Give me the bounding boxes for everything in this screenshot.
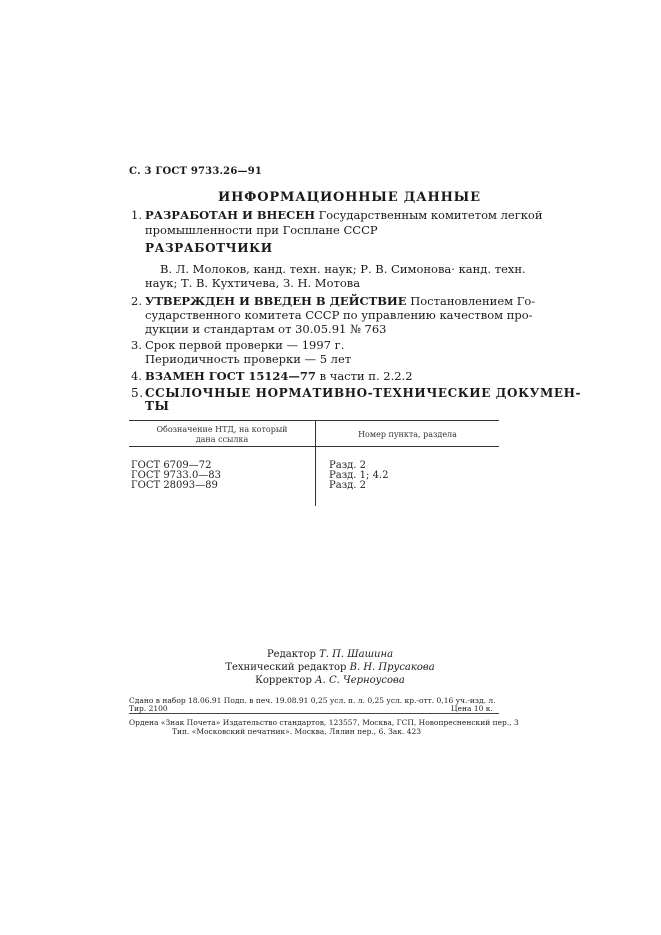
item-5-line-2: ТЫ (145, 399, 170, 413)
item-4-line-1 (131, 369, 413, 384)
item-2-line-2: сударственного комитета СССР по управлению качеством про- (145, 308, 533, 322)
developers-heading: РАЗРАБОТЧИКИ (145, 241, 273, 255)
item-1-number: 1. (131, 208, 142, 222)
publisher-line: Ордена «Знак Почета» Издательство стандартов, 123557, Москва, ГСП, Новопресненский пер., 3 (129, 718, 519, 727)
imprint-price: Цена 10 к. (451, 704, 493, 713)
table-row-doc: ГОСТ 28093—89 (131, 480, 218, 491)
item-2-line-1 (131, 294, 535, 309)
table-row-doc: ГОСТ 9733.0—83 (131, 470, 222, 481)
editor-name: Т. П. Шашина (319, 649, 394, 660)
page-header: С. 3 ГОСТ 9733.26—91 (129, 166, 263, 177)
item-3-line-1 (131, 338, 344, 353)
developers-line-1: В. Л. Молоков, канд. техн. наук; Р. В. Симонова· канд. техн. (160, 262, 526, 276)
table-row-doc: ГОСТ 6709—72 (131, 460, 212, 471)
imprint-line-1: Сдано в набор 18.06.91 Подп. в печ. 19.08.91 0,25 усл. п. л. 0,25 усл. кр.-отт. 0,16 уч.-изд. л. (129, 696, 496, 705)
corrector-line (200, 674, 460, 687)
item-3-line-2: Периодичность проверки — 5 лет (145, 352, 352, 366)
document-title: ИНФОРМАЦИОННЫЕ ДАННЫЕ (218, 190, 481, 205)
corrector-label: Корректор (255, 675, 312, 686)
printer-line: Тип. «Московский печатник». Москва, Лялин пер., 6. Зак. 423 (172, 727, 422, 736)
table-rule-top (129, 420, 499, 421)
item-2-line-3: дукции и стандартам от 30.05.91 № 763 (145, 322, 387, 336)
table-header-doc-line-2: дана ссылка (195, 435, 249, 444)
table-header-doc-line-1: Обозначение НТД, на который (156, 425, 288, 434)
table-row-ref: Разд. 2 (329, 460, 367, 471)
item-1-heading: РАЗРАБОТАН И ВНЕСЕН (145, 208, 315, 222)
tech-editor-line (200, 661, 460, 674)
table-header-ref: Номер пункта, раздела (358, 430, 457, 439)
developers-line-2: наук; Т. В. Кухтичева, З. Н. Мотова (145, 276, 361, 290)
table-header-doc (129, 425, 315, 445)
item-1-line-1 (131, 208, 543, 223)
item-5-number: 5. (131, 386, 144, 400)
tech-editor-label: Технический редактор (225, 662, 347, 673)
item-5-heading: ССЫЛОЧНЫЕ НОРМАТИВНО-ТЕХНИЧЕСКИЕ ДОКУМЕН- (145, 386, 582, 400)
item-1-text: Государственным комитетом легкой (314, 208, 543, 222)
item-4-number: 4. (131, 369, 142, 383)
item-1-line-2: промышленности при Госплане СССР (145, 223, 378, 237)
item-4-heading: ВЗАМЕН ГОСТ 15124—77 (145, 369, 316, 383)
item-3-text-1: Срок первой проверки — 1997 г. (145, 338, 345, 352)
credits-block (200, 648, 460, 687)
imprint-circulation: Тир. 2100 (129, 704, 168, 713)
editor-label: Редактор (266, 649, 316, 660)
item-4-text: в части п. 2.2.2 (315, 369, 413, 383)
table-row-ref: Разд. 2 (329, 480, 367, 491)
table-row-ref: Разд. 1; 4.2 (329, 470, 389, 481)
item-2-number: 2. (131, 294, 142, 308)
item-2-text: Постановлением Го- (406, 294, 536, 308)
editor-line (200, 648, 460, 661)
item-5-line-1 (131, 386, 581, 400)
table-rule-header (129, 446, 499, 447)
tech-editor-name: В. Н. Прусакова (349, 662, 435, 673)
item-2-heading: УТВЕРЖДЕН И ВВЕДЕН В ДЕЙСТВИЕ (145, 294, 407, 308)
imprint-rule (129, 713, 499, 714)
corrector-name: А. С. Черноусова (315, 675, 405, 686)
item-3-number: 3. (131, 338, 142, 352)
